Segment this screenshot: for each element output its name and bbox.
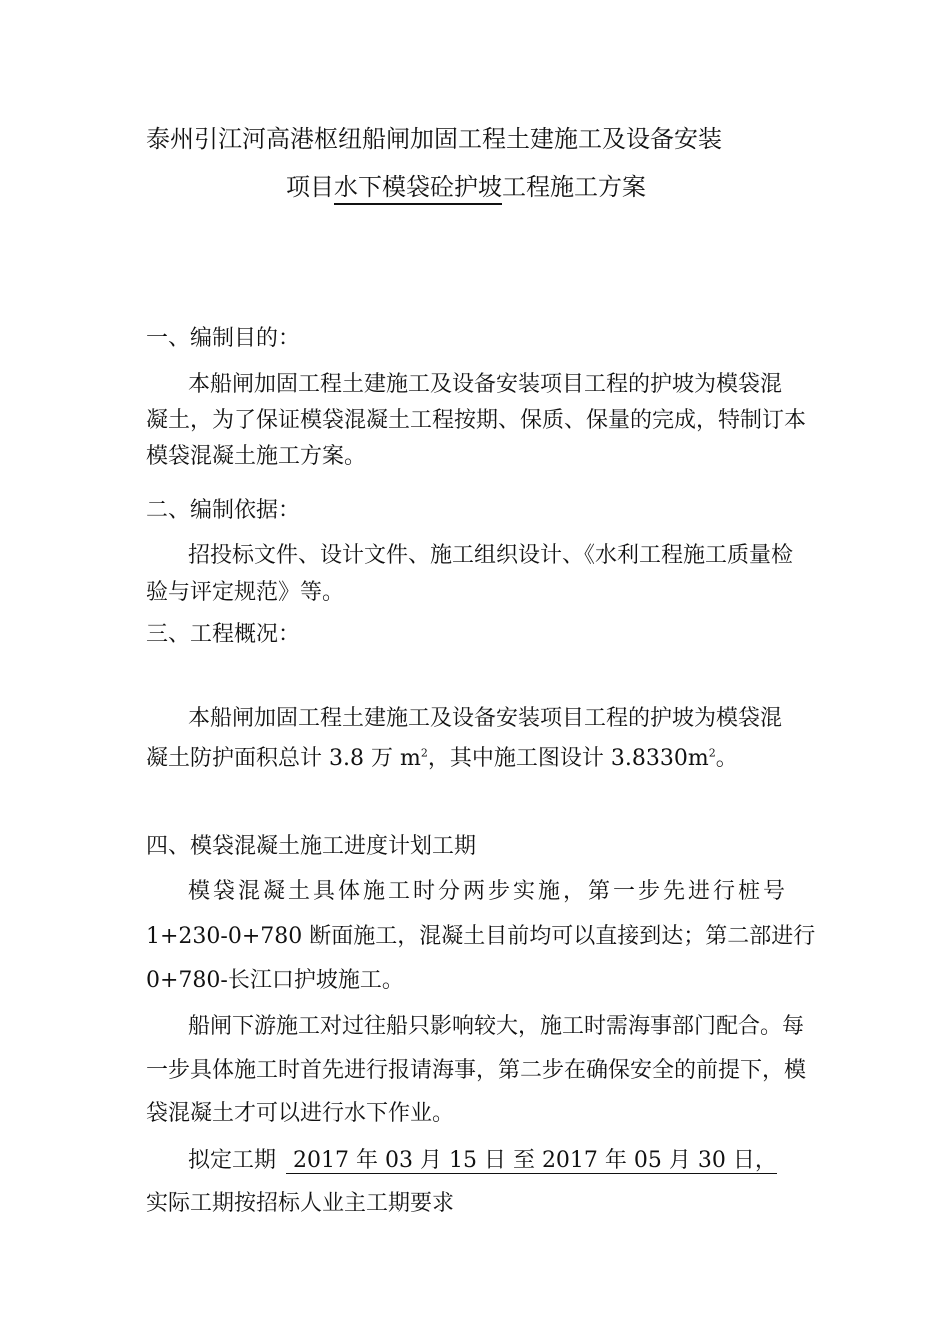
title-line-2-pre: 项目 [286, 173, 334, 201]
area-total-text: 凝土防护面积总计 3.8 万 m [146, 746, 421, 771]
title-line-2 [286, 172, 646, 202]
schedule-dates: 2017 年 03 月 15 日 至 2017 年 05 月 30 日， [286, 1148, 777, 1173]
section-2-heading: 二、编制依据： [146, 498, 301, 523]
section-4-p3-line-2: 实际工期按招标人业主工期要求 [146, 1191, 455, 1216]
schedule-label: 拟定工期 [188, 1148, 277, 1173]
section-4-p2-line-2: 一步具体施工时首先进行报请海事，第二步在确保安全的前提下，模 [146, 1058, 807, 1083]
section-3-line-2 [146, 744, 738, 774]
section-4-heading: 四、模袋混凝土施工进度计划工期 [146, 834, 477, 859]
section-1-line-2: 凝土，为了保证模袋混凝土工程按期、保质、保量的完成，特制订本 [146, 408, 807, 433]
superscript-2: 2 [420, 746, 428, 760]
section-1-heading: 一、编制目的： [146, 326, 301, 351]
section-3-heading: 三、工程概况： [146, 622, 301, 647]
title-underlined-text: 水下模袋砼护坡 [334, 173, 502, 205]
section-2-line-2: 验与评定规范》等。 [146, 580, 345, 605]
section-1-line-3: 模袋混凝土施工方案。 [146, 444, 367, 469]
section-4-p2-line-3: 袋混凝土才可以进行水下作业。 [146, 1101, 455, 1126]
section-2-line-1: 招投标文件、设计文件、施工组织设计、《水利工程施工质量检 [188, 543, 794, 568]
section-3-line-1: 本船闸加固工程土建施工及设备安装项目工程的护坡为模袋混 [188, 706, 783, 731]
superscript-2: 2 [708, 746, 716, 760]
period-text: 。 [715, 746, 738, 771]
section-4-p2-line-1: 船闸下游施工对过往船只影响较大，施工时需海事部门配合。每 [188, 1014, 805, 1039]
section-1-line-1: 本船闸加固工程土建施工及设备安装项目工程的护坡为模袋混 [188, 372, 783, 397]
section-4-p3-line-1 [188, 1146, 777, 1176]
section-4-p1-line-3: 0+780-长江口护坡施工。 [146, 968, 404, 993]
section-4-p1-line-2: 1+230-0+780 断面施工，混凝土目前均可以直接到达；第二部进行 [146, 924, 816, 949]
title-line-1: 泰州引江河高港枢纽船闸加固工程土建施工及设备安装 [146, 125, 722, 153]
area-design-text: ，其中施工图设计 3.8330m [427, 746, 709, 771]
section-4-p1-line-1: 模袋混凝土具体施工时分两步实施，第一步先进行桩号 [188, 879, 789, 904]
title-line-2-post: 工程施工方案 [502, 173, 646, 201]
